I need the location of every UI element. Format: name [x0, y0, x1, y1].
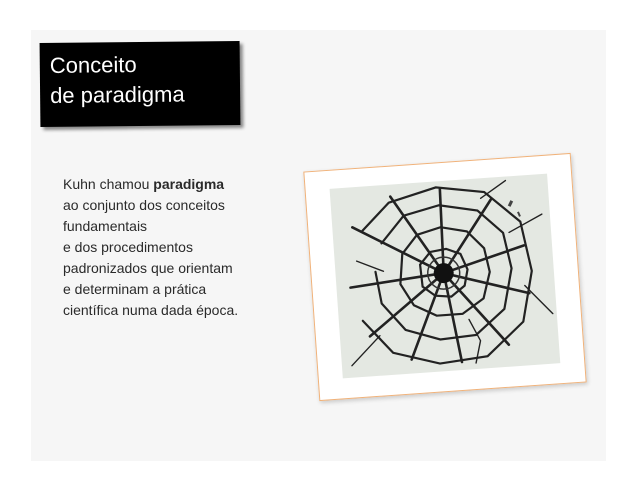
- title-line-1: Conceito: [49, 52, 137, 78]
- broken-glass-photo: [330, 174, 561, 379]
- body-line-6: e determinam a prática: [63, 281, 207, 297]
- body-line-4: e dos procedimentos: [63, 239, 193, 255]
- keyword-paradigma: paradigma: [153, 176, 225, 192]
- body-line-7: científica numa dada época.: [63, 302, 239, 318]
- body-line-1-prefix: Kuhn chamou: [63, 176, 154, 192]
- title-line-2: de paradigma: [49, 81, 185, 108]
- body-line-2: ao conjunto dos conceitos: [63, 197, 225, 213]
- photo-frame: [303, 153, 586, 401]
- body-paragraph: [63, 174, 293, 321]
- body-line-3: fundamentais: [63, 218, 148, 234]
- body-line-1: [63, 174, 293, 195]
- body-line-5: padronizados que orientam: [63, 260, 233, 276]
- title-box: [40, 41, 241, 127]
- broken-glass-icon: [330, 174, 561, 379]
- slide-title: [50, 50, 185, 111]
